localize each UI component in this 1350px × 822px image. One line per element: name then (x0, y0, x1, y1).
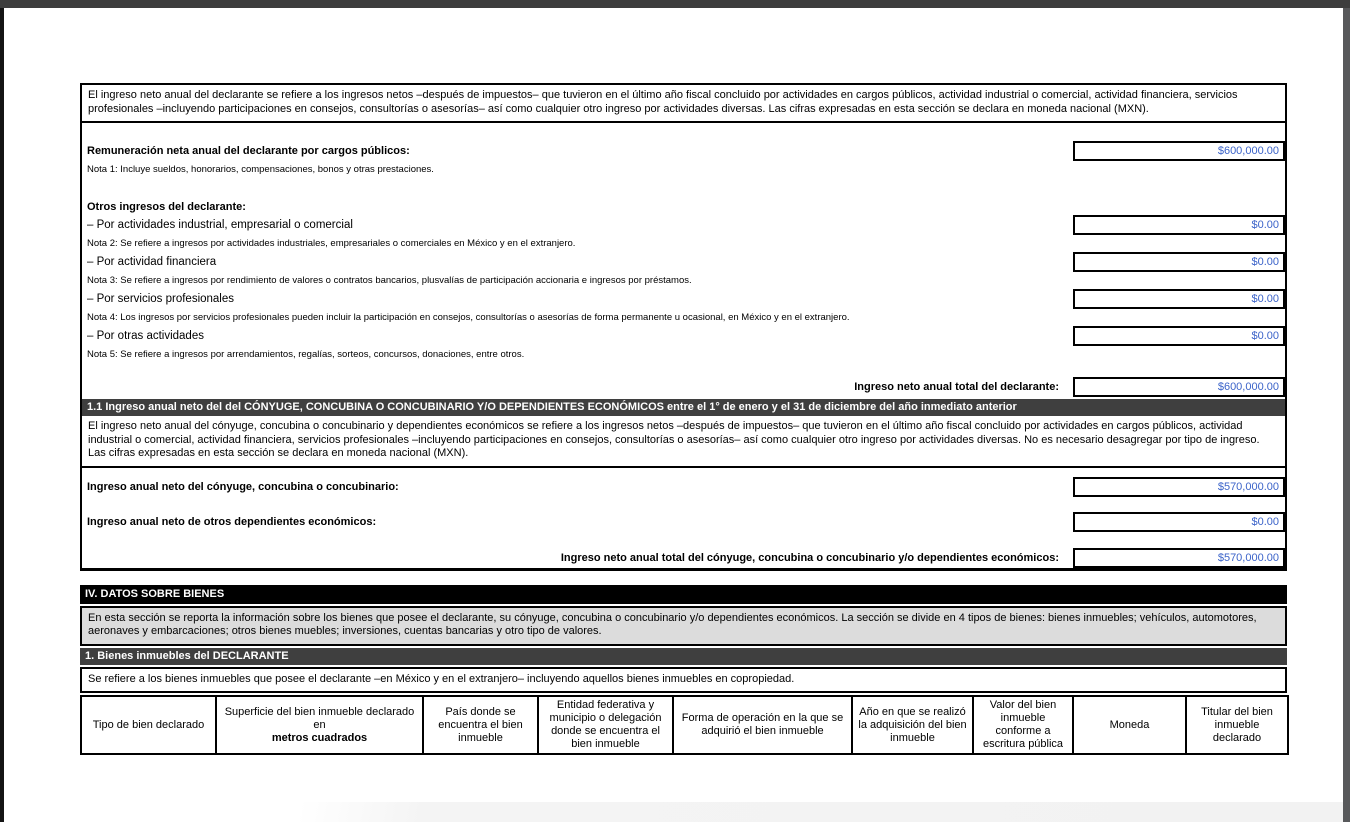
nota-5: Nota 5: Se refiere a ingresos por arrendamientos, regalías, sorteos, concursos, donaciones, entre otros. (87, 349, 525, 360)
field-row-industrial (82, 215, 1285, 235)
conyuge-label: Ingreso anual neto del cónyuge, concubina o concubinario: (87, 480, 399, 493)
form-page (80, 83, 1287, 755)
field-row-profesionales (82, 289, 1285, 309)
col-header-superficie: Superficie del bien inmueble declarado en metros cuadrados (216, 696, 423, 754)
industrial-label: – Por actividades industrial, empresarial o comercial (87, 219, 353, 231)
nota-3: Nota 3: Se refiere a ingresos por rendimiento de valores o contratos bancarios, plusvalías de participación accionaria e ingresos por préstamos. (87, 275, 692, 286)
window-frame-top (0, 0, 1350, 8)
section-income (80, 83, 1287, 571)
industrial-input[interactable]: $0.00 (1073, 215, 1285, 235)
bienes-inmuebles-table (80, 695, 1289, 755)
intro-bienes-inmuebles: Se refiere a los bienes inmuebles que posee el declarante –en México y en el extranjero– incluyendo aquellos bienes inmuebles en copropiedad. (80, 667, 1287, 694)
total-declarante-input[interactable]: $600,000.00 (1073, 377, 1285, 397)
col-header-moneda: Moneda (1073, 696, 1186, 754)
otras-label: – Por otras actividades (87, 330, 204, 342)
financiera-input[interactable]: $0.00 (1073, 252, 1285, 272)
field-row-remuneracion (82, 141, 1285, 161)
section-header-iv-bienes: IV. DATOS SOBRE BIENES (80, 585, 1287, 604)
bienes-table-header-row (81, 696, 1288, 754)
col-header-pais: País donde se encuentra el bien inmueble (423, 696, 538, 754)
col-header-titular: Titular del bien inmueble declarado (1186, 696, 1288, 754)
total-conyuge-label: Ingreso neto anual total del cónyuge, concubina o concubinario y/o dependientes económicos: (560, 551, 1059, 564)
field-row-conyuge (82, 477, 1285, 497)
nota-1: Nota 1: Incluye sueldos, honorarios, compensaciones, bonos y otras prestaciones. (87, 164, 434, 175)
intro-declarant-income: El ingreso neto anual del declarante se refiere a los ingresos netos –después de impuestos– que tuvieron en el último año fiscal concluido por actividades en cargos públicos, actividad industrial o comercial, actividad financiera, servicios profesionales –incluyendo participaciones en consejos, consultorías o asesorías– así como cualquier otro ingreso por actividades diversas. Las cifras expresadas en esta sección se declara en moneda nacional (MXN). (82, 85, 1285, 123)
intro-spouse-income: El ingreso neto anual del cónyuge, concubina o concubinario y dependientes económicos se refiere a los ingresos netos –después de impuestos– que tuvieron en el último año fiscal concluido por actividades en cargos públicos, actividad industrial o comercial, actividad financiera, servicios profesionales –incluyendo participaciones en consejos, consultorías o asesorías– así como cualquier otro ingreso por actividades diversas. No es necesario desagregar por tipo de ingreso. Las cifras expresadas en esta sección se declara en moneda nacional (MXN). (82, 416, 1285, 468)
window-frame-right (1343, 8, 1350, 822)
col-header-tipo-bien: Tipo de bien declarado (81, 696, 216, 754)
total-declarante-label: Ingreso neto anual total del declarante: (854, 381, 1059, 393)
window-frame-left (0, 8, 4, 822)
section-header-1-1: 1.1 Ingreso anual neto del del CÓNYUGE, CONCUBINA O CONCUBINARIO Y/O DEPENDIENTES ECONÓMICOS entre el 1° de enero y el 31 de diciembre del año inmediato anterior (82, 399, 1285, 416)
profesionales-input[interactable]: $0.00 (1073, 289, 1285, 309)
otros-ingresos-label: Otros ingresos del declarante: (87, 201, 246, 213)
field-row-dependientes (82, 512, 1285, 532)
dependientes-input[interactable]: $0.00 (1073, 512, 1285, 532)
field-row-otras (82, 326, 1285, 346)
financiera-label: – Por actividad financiera (87, 256, 217, 268)
col-header-valor: Valor del bien inmueble conforme a escritura pública (973, 696, 1073, 754)
nota-4: Nota 4: Los ingresos por servicios profesionales pueden incluir la participación en consejos, consultorías o asesorías de forma permanente u ocasional, en México y en el extranjero. (87, 312, 850, 323)
intro-bienes: En esta sección se reporta la información sobre los bienes que posee el declarante, su cónyuge, concubina o concubinario y/o dependientes económicos. La sección se divide en 4 tipos de bienes: bienes inmuebles; vehículos, automotores, aeronaves y embarcaciones; otros bienes muebles; inversiones, cuentas bancarias y otro tipo de valores. (80, 606, 1287, 646)
total-conyuge-input[interactable]: $570,000.00 (1073, 548, 1285, 568)
otras-input[interactable]: $0.00 (1073, 326, 1285, 346)
col-header-forma-operacion: Forma de operación en la que se adquirió el bien inmueble (673, 696, 852, 754)
dependientes-label: Ingreso anual neto de otros dependientes económicos: (87, 515, 377, 528)
section-header-bienes-inmuebles: 1. Bienes inmuebles del DECLARANTE (80, 648, 1287, 665)
field-row-total-declarante (82, 377, 1285, 397)
field-row-total-conyuge (82, 548, 1285, 568)
window-frame-bottom-shadow (300, 802, 1343, 822)
col-header-entidad: Entidad federativa y municipio o delegación donde se encuentra el bien inmueble (538, 696, 673, 754)
remuneracion-input[interactable]: $600,000.00 (1073, 141, 1285, 161)
col-header-anio-adquisicion: Año en que se realizó la adquisición del bien inmueble (852, 696, 973, 754)
conyuge-input[interactable]: $570,000.00 (1073, 477, 1285, 497)
remuneracion-label: Remuneración neta anual del declarante por cargos públicos: (87, 145, 410, 157)
profesionales-label: – Por servicios profesionales (87, 293, 235, 305)
field-row-financiera (82, 252, 1285, 272)
nota-2: Nota 2: Se refiere a ingresos por actividades industriales, empresariales o comerciales en México y en el extranjero. (87, 238, 576, 249)
